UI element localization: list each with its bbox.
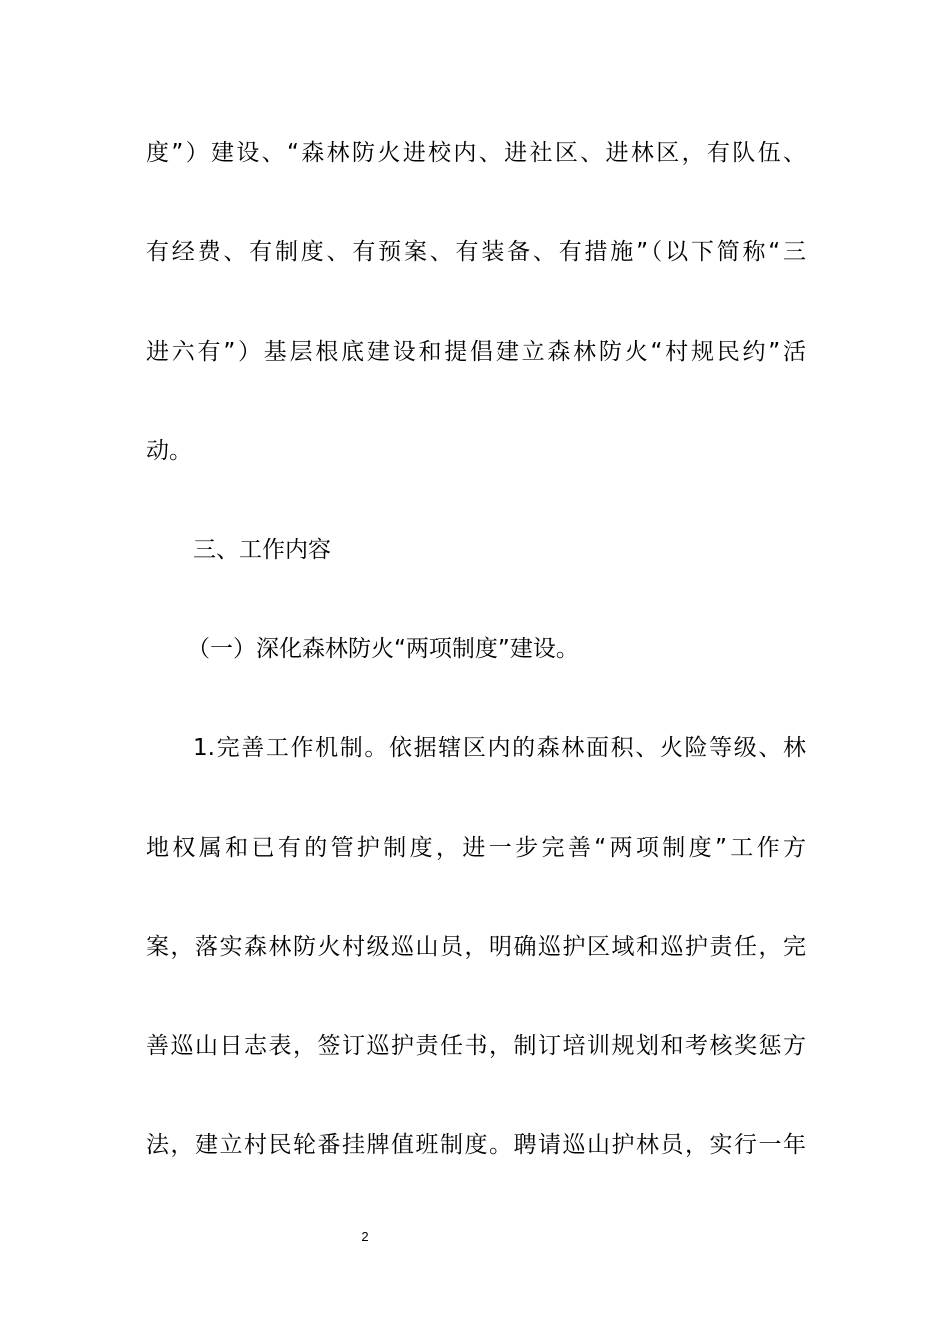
paragraph-line: 1.完善工作机制。依据辖区内的森林面积、火险等级、林	[193, 735, 806, 761]
page-number: 2	[361, 1229, 369, 1244]
section-heading: 三、工作内容	[193, 537, 331, 563]
paragraph-line: 度”）建设、“森林防火进校内、进社区、进林区，有队伍、	[146, 140, 806, 166]
paragraph-line: 法，建立村民轮番挂牌值班制度。聘请巡山护林员，实行一年	[146, 1132, 806, 1158]
paragraph-line: 案，落实森林防火村级巡山员，明确巡护区域和巡护责任，完	[146, 934, 806, 960]
paragraph-line: 有经费、有制度、有预案、有装备、有措施”（以下简称“三	[146, 239, 806, 265]
paragraph-line: 动。	[146, 438, 192, 464]
paragraph-line: 进六有”）基层根底建设和提倡建立森林防火“村规民约”活	[146, 339, 806, 365]
subsection-heading: （一）深化森林防火“两项制度”建设。	[187, 636, 579, 662]
paragraph-line: 地权属和已有的管护制度，进一步完善“两项制度”工作方	[146, 835, 806, 861]
paragraph-line: 善巡山日志表，签订巡护责任书，制订培训规划和考核奖惩方	[146, 1033, 806, 1059]
